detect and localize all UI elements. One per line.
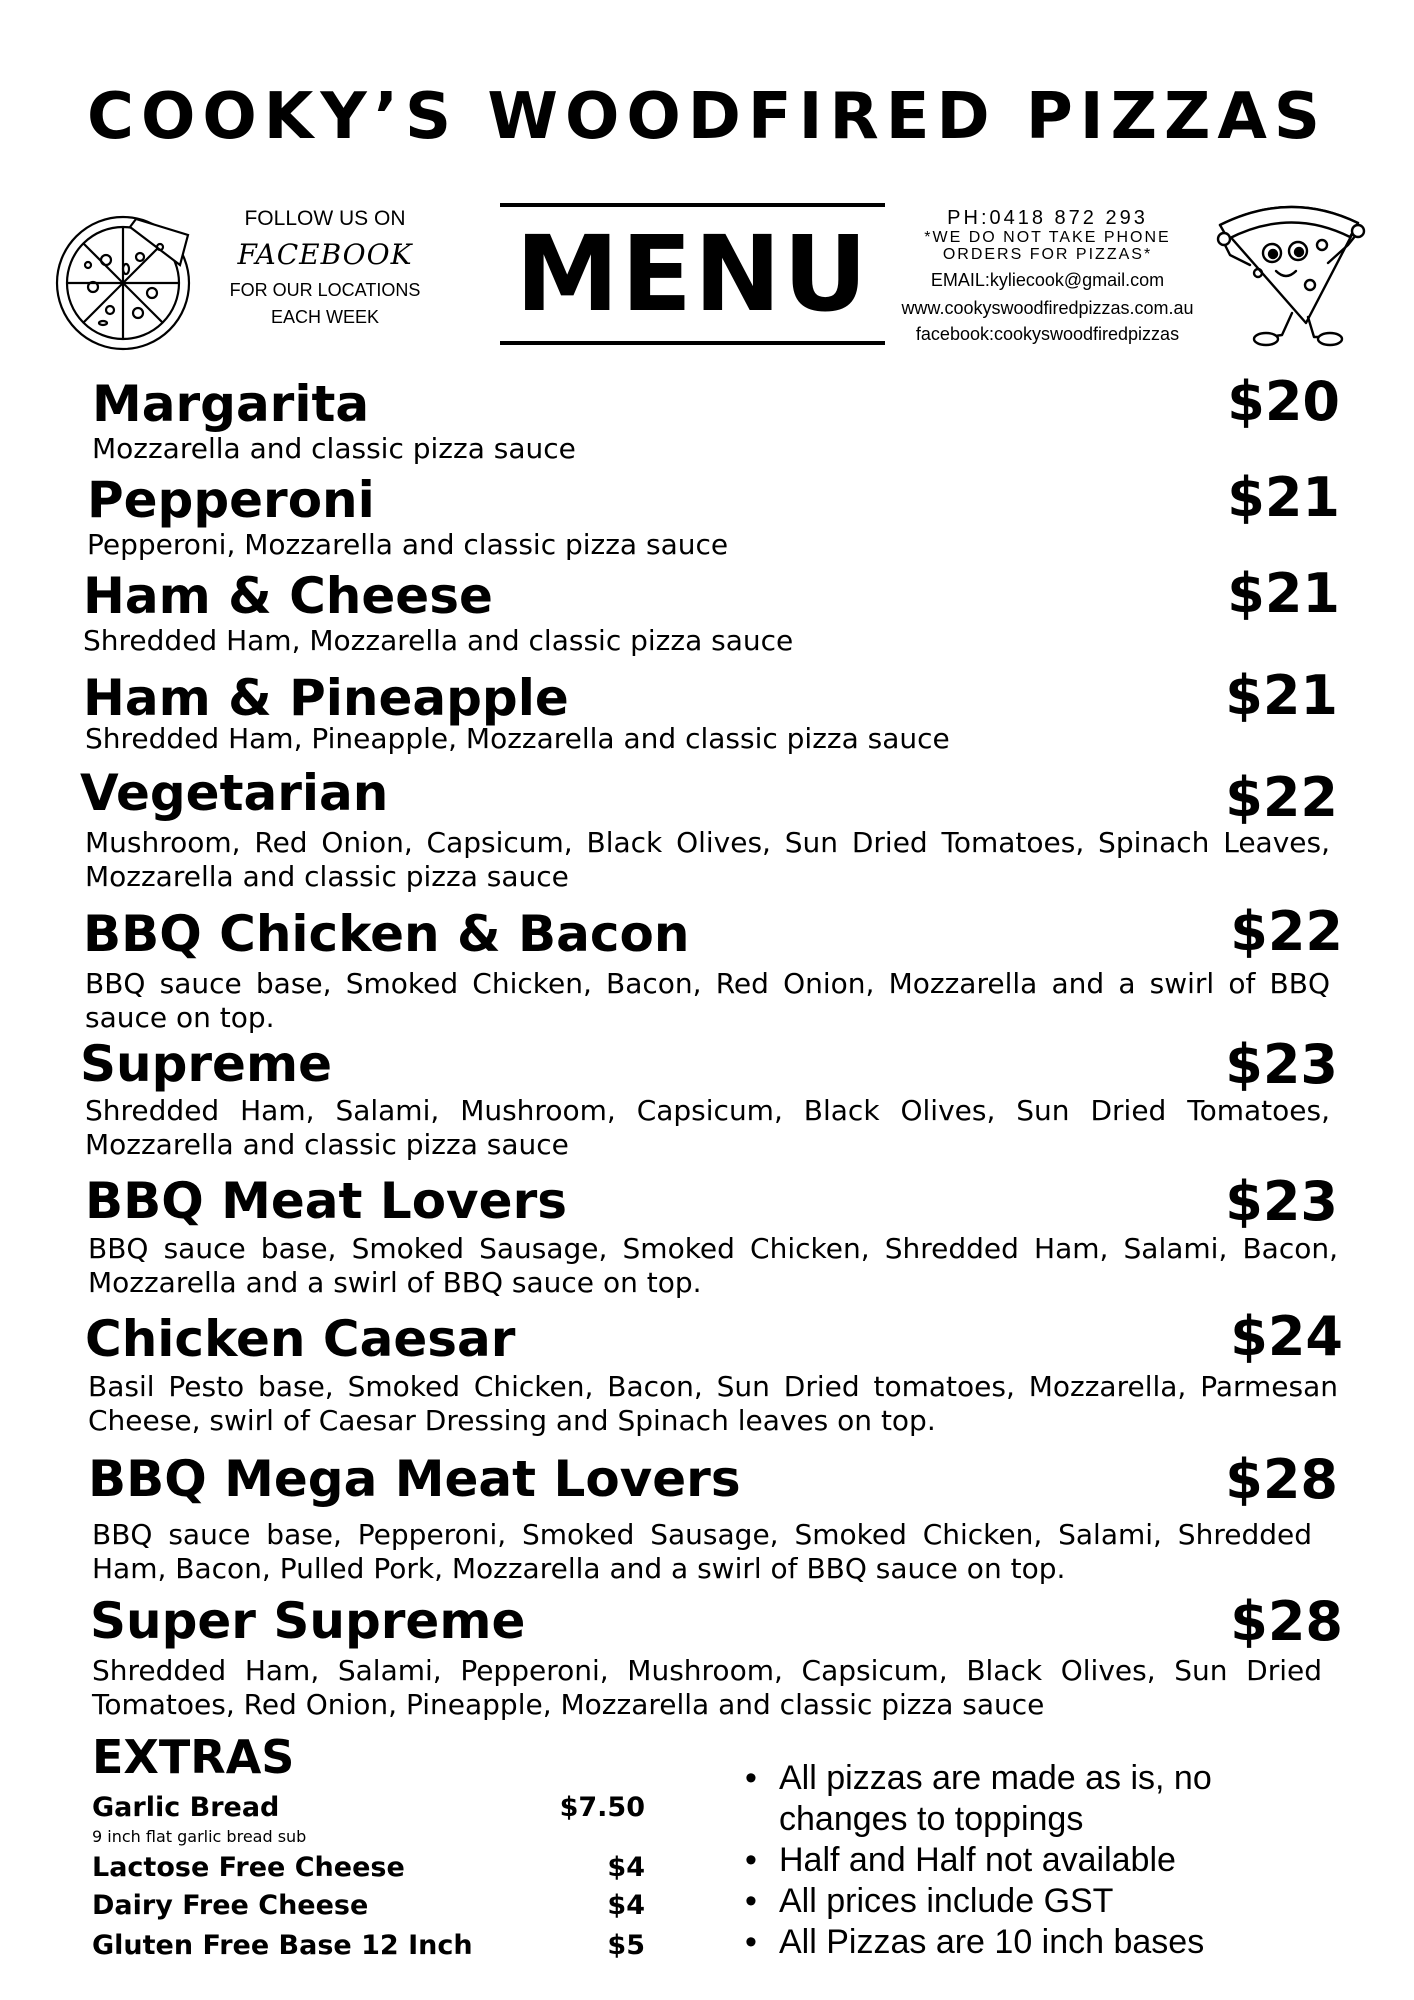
extra-price: $4: [607, 1852, 645, 1883]
item-description: Mushroom, Red Onion, Capsicum, Black Olives, Sun Dried Tomatoes, Spinach Leaves, Mozzarella and classic pizza sauce: [85, 826, 1330, 893]
extra-name: Garlic Bread: [92, 1792, 280, 1823]
extras-heading: EXTRAS: [92, 1730, 295, 1784]
facebook-handle: facebook:cookyswoodfiredpizzas: [915, 324, 1180, 344]
item-name: Ham & Pineapple: [83, 669, 569, 727]
item-description: Shredded Ham, Mozzarella and classic pizza sauce: [83, 624, 794, 657]
item-name: Chicken Caesar: [85, 1310, 516, 1368]
item-name: Margarita: [92, 375, 370, 433]
email: EMAIL:kyliecook@gmail.com: [930, 270, 1165, 290]
item-name: Vegetarian: [80, 764, 389, 822]
extra-name: Dairy Free Cheese: [92, 1890, 369, 1921]
item-description: BBQ sauce base, Smoked Chicken, Bacon, Red Onion, Mozzarella and a swirl of BBQ sauce on top.: [85, 967, 1330, 1034]
extra-name: Lactose Free Cheese: [92, 1852, 405, 1883]
notes-list: [745, 1758, 1265, 1963]
item-price: $22: [1230, 900, 1343, 963]
item-description: Pepperoni, Mozzarella and classic pizza sauce: [87, 528, 729, 561]
item-price: $28: [1225, 1448, 1338, 1511]
phone-number: PH:0418 872 293: [947, 207, 1148, 229]
pizza-icon: [48, 205, 198, 355]
item-price: $23: [1225, 1033, 1338, 1096]
extra-subnote: 9 inch flat garlic bread sub: [92, 1827, 307, 1846]
note-item: • Half and Half not available: [745, 1840, 1265, 1881]
website: www.cookyswoodfiredpizzas.com.au: [901, 298, 1194, 318]
no-phone-orders-note: *WE DO NOT TAKE PHONE: [924, 229, 1171, 246]
extra-price: $4: [607, 1890, 645, 1921]
item-price: $22: [1225, 766, 1338, 829]
item-price: $23: [1225, 1170, 1338, 1233]
locations-label: FOR OUR LOCATIONS: [229, 280, 421, 300]
extra-name: Gluten Free Base 12 Inch: [92, 1930, 473, 1961]
no-phone-orders-note-2: ORDERS FOR PIZZAS*: [942, 246, 1153, 263]
note-item: • All prices include GST: [745, 1881, 1265, 1922]
contact-block: [895, 207, 1200, 347]
item-description: Basil Pesto base, Smoked Chicken, Bacon, Sun Dried tomatoes, Mozzarella, Parmesan Cheese, swirl of Caesar Dressing and Spinach leaves on top.: [88, 1370, 1338, 1437]
item-description: Shredded Ham, Pineapple, Mozzarella and classic pizza sauce: [85, 722, 950, 755]
item-price: $20: [1227, 370, 1340, 433]
item-price: $28: [1230, 1590, 1343, 1653]
each-week-label: EACH WEEK: [270, 307, 380, 327]
item-description: BBQ sauce base, Smoked Sausage, Smoked Chicken, Shredded Ham, Salami, Bacon, Mozzarella and a swirl of BBQ sauce on top.: [88, 1232, 1338, 1299]
item-name: BBQ Chicken & Bacon: [83, 905, 690, 963]
extra-price: $5: [607, 1930, 645, 1961]
page-title: COOKY’S WOODFIRED PIZZAS: [86, 80, 1328, 154]
item-description: Shredded Ham, Salami, Mushroom, Capsicum, Black Olives, Sun Dried Tomatoes, Mozzarella and classic pizza sauce: [85, 1094, 1330, 1161]
item-description: Mozzarella and classic pizza sauce: [92, 432, 576, 465]
item-name: BBQ Mega Meat Lovers: [88, 1450, 741, 1508]
item-price: $24: [1230, 1305, 1343, 1368]
item-price: $21: [1227, 562, 1340, 625]
facebook-label: FACEBOOK: [237, 238, 413, 271]
follow-us-block: [215, 205, 435, 331]
extra-price: $7.50: [559, 1792, 645, 1823]
item-name: Super Supreme: [90, 1592, 526, 1650]
item-name: Pepperoni: [87, 471, 375, 529]
item-name: Supreme: [80, 1035, 332, 1093]
menu-heading: MENU: [515, 213, 870, 335]
item-price: $21: [1225, 664, 1338, 727]
note-item: • All pizzas are made as is, no changes to toppings: [745, 1758, 1265, 1840]
item-description: BBQ sauce base, Pepperoni, Smoked Sausage, Smoked Chicken, Salami, Shredded Ham, Bacon, Pulled Pork, Mozzarella and a swirl of BBQ sauce on top.: [92, 1518, 1312, 1585]
item-name: Ham & Cheese: [83, 567, 493, 625]
follow-label: FOLLOW US ON: [244, 207, 406, 230]
item-price: $21: [1227, 466, 1340, 529]
item-description: Shredded Ham, Salami, Pepperoni, Mushroom, Capsicum, Black Olives, Sun Dried Tomatoes, Red Onion, Pineapple, Mozzarella and classic pizza sauce: [92, 1654, 1322, 1721]
pizza-mascot-icon: [1210, 195, 1370, 350]
note-item: • All Pizzas are 10 inch bases: [745, 1922, 1265, 1963]
item-name: BBQ Meat Lovers: [85, 1172, 567, 1230]
menu-heading-box: [500, 203, 885, 345]
